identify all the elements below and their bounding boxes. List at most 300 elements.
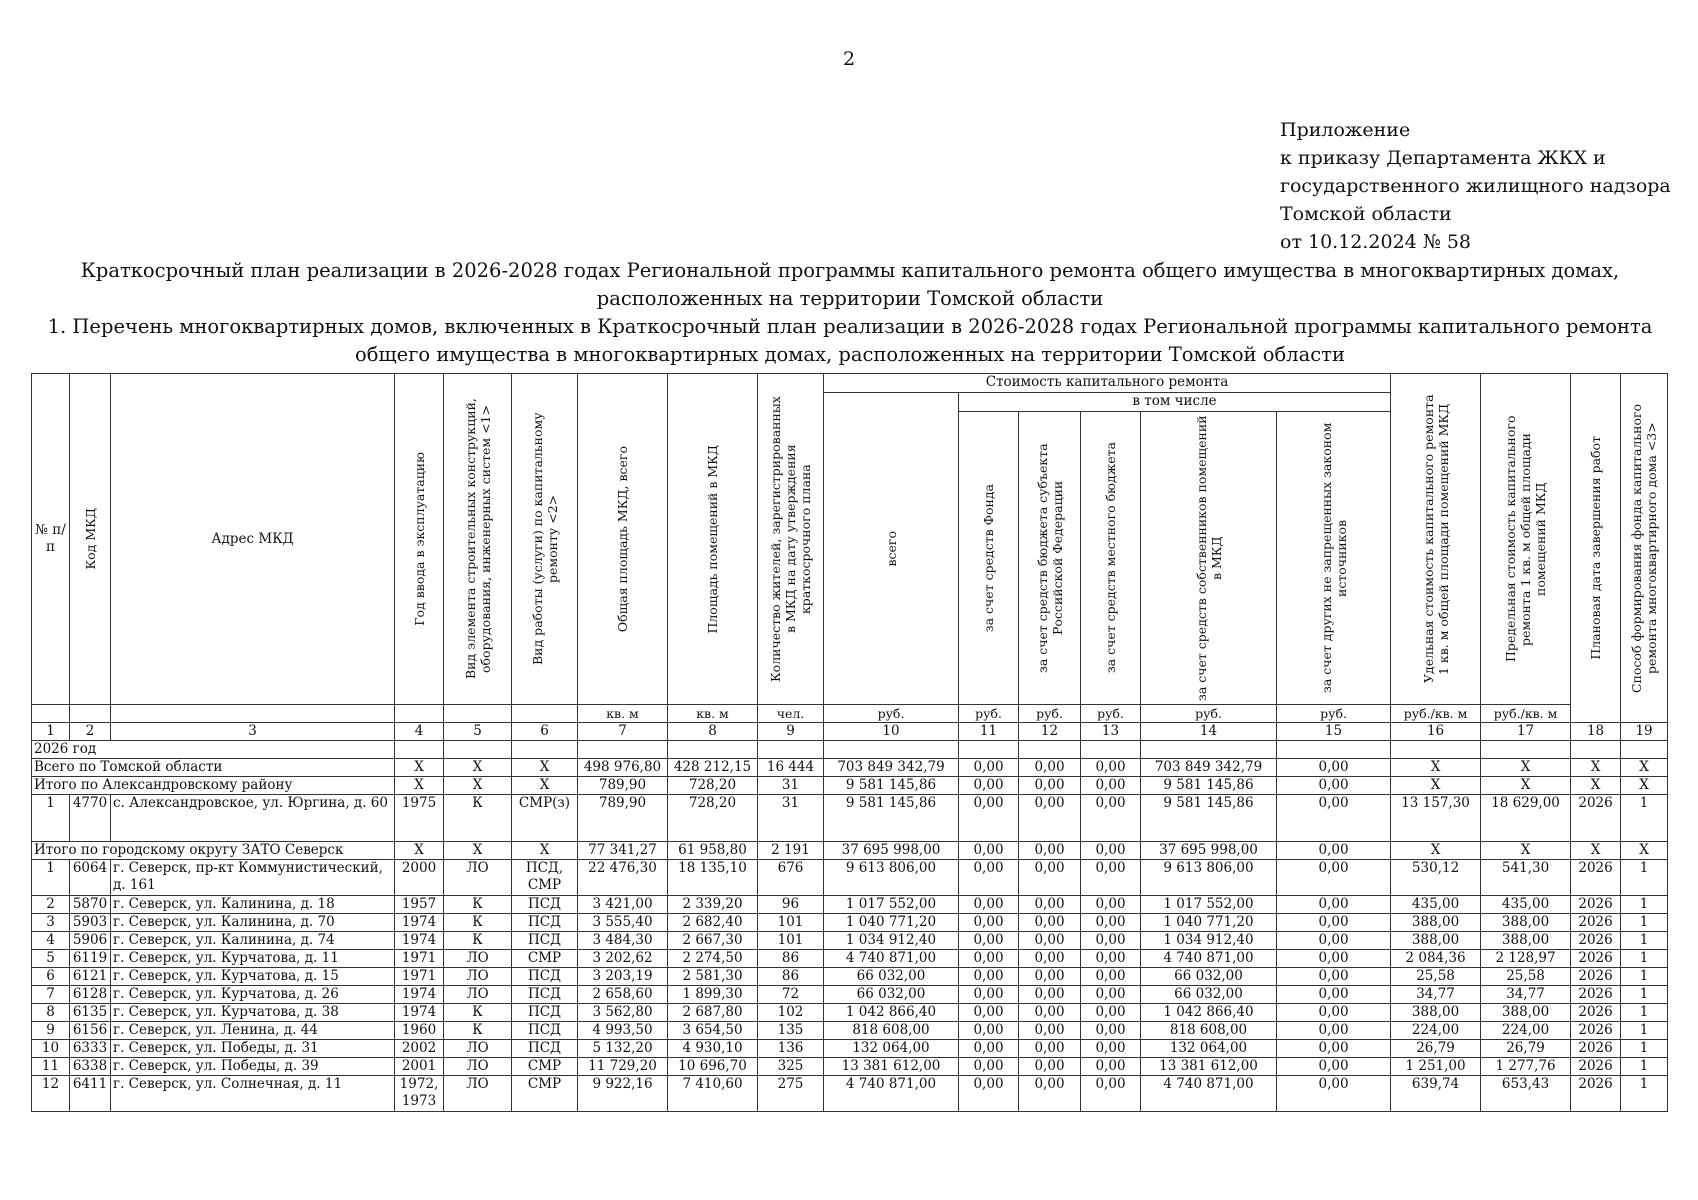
- row-method: 1: [1621, 795, 1668, 842]
- row-premises-area: 18 135,10: [668, 860, 758, 896]
- total-cell: 2 191: [758, 842, 824, 860]
- row-address: г. Северск, ул. Курчатова, д. 26: [111, 986, 395, 1004]
- row-limit-cost: 1 277,76: [1481, 1058, 1571, 1076]
- total-cell: 0,00: [1277, 759, 1391, 777]
- column-numbers-row: [32, 723, 1668, 741]
- row-year: 1975: [395, 795, 444, 842]
- row-owners: 1 042 866,40: [1141, 1004, 1277, 1022]
- row-year: 1957: [395, 896, 444, 914]
- row-other: 0,00: [1277, 1058, 1391, 1076]
- row-local: 0,00: [1081, 1058, 1141, 1076]
- total-cell: 428 212,15: [668, 759, 758, 777]
- row-address: г. Северск, ул. Победы, д. 39: [111, 1058, 395, 1076]
- row-total-area: 11 729,20: [578, 1058, 668, 1076]
- unit-cell: [32, 705, 70, 723]
- row-total-area: 3 555,40: [578, 914, 668, 932]
- row-limit-cost: 18 629,00: [1481, 795, 1571, 842]
- column-number: 15: [1277, 723, 1391, 741]
- row-address: г. Северск, ул. Калинина, д. 70: [111, 914, 395, 932]
- row-cost-total: 4 740 871,00: [824, 1076, 959, 1112]
- total-cell: 61 958,80: [668, 842, 758, 860]
- total-cell: 0,00: [1277, 842, 1391, 860]
- total-cell: 498 976,80: [578, 759, 668, 777]
- row-cost-total: 818 608,00: [824, 1022, 959, 1040]
- row-owners: 818 608,00: [1141, 1022, 1277, 1040]
- row-premises-area: 2 667,30: [668, 932, 758, 950]
- unit-cell: кв. м: [578, 705, 668, 723]
- row-num: 5: [32, 950, 70, 968]
- total-cell: 0,00: [1019, 842, 1081, 860]
- appendix-line: государственного жилищного надзора: [1280, 175, 1671, 197]
- total-cell: Х: [1621, 777, 1668, 795]
- row-element: ЛО: [444, 1040, 512, 1058]
- total-cell: 703 849 342,79: [1141, 759, 1277, 777]
- row-year: 1974: [395, 932, 444, 950]
- header-owners-label: за счет средств собственников помещений в МКД: [1193, 415, 1224, 701]
- row-other: 0,00: [1277, 1022, 1391, 1040]
- total-cell: 9 581 145,86: [1141, 777, 1277, 795]
- row-total-area: 3 202,62: [578, 950, 668, 968]
- total-cell: 0,00: [959, 777, 1019, 795]
- header-local-label: за счет средств местного бюджета: [1103, 442, 1118, 674]
- row-method: 1: [1621, 896, 1668, 914]
- header-premises-area-label: Площадь помещений в МКД: [705, 444, 720, 634]
- row-element: ЛО: [444, 1058, 512, 1076]
- header-local: [1081, 412, 1141, 705]
- row-unit-cost: 2 084,36: [1391, 950, 1481, 968]
- row-owners: 9 613 806,00: [1141, 860, 1277, 896]
- row-premises-area: 728,20: [668, 795, 758, 842]
- row-code: 5903: [70, 914, 111, 932]
- row-federal: 0,00: [1019, 914, 1081, 932]
- column-number: 1: [32, 723, 70, 741]
- header-premises-area: [668, 374, 758, 705]
- row-cost-total: 66 032,00: [824, 968, 959, 986]
- header-federal-label: за счет средств бюджета субъекта Российской Федерации: [1034, 443, 1065, 673]
- row-local: 0,00: [1081, 950, 1141, 968]
- row-local: 0,00: [1081, 932, 1141, 950]
- row-work: СМР: [512, 950, 578, 968]
- header-address: Адрес МКД: [111, 374, 395, 705]
- row-owners: 1 017 552,00: [1141, 896, 1277, 914]
- row-total-area: 22 476,30: [578, 860, 668, 896]
- row-method: 1: [1621, 914, 1668, 932]
- row-element: К: [444, 896, 512, 914]
- appendix-line: к приказу Департамента ЖКХ и: [1280, 147, 1606, 169]
- row-fund: 0,00: [959, 1076, 1019, 1112]
- row-total-area: 3 562,80: [578, 1004, 668, 1022]
- row-year: 2000: [395, 860, 444, 896]
- row-num: 6: [32, 968, 70, 986]
- header-residents-label: Количество жителей, зарегистрированных в МКД на дату утверждения краткосрочного плана: [768, 396, 813, 682]
- row-total-area: 3 484,30: [578, 932, 668, 950]
- unit-cell: руб.: [1277, 705, 1391, 723]
- row-fund: 0,00: [959, 896, 1019, 914]
- row-unit-cost: 435,00: [1391, 896, 1481, 914]
- unit-cell: [395, 705, 444, 723]
- header-year: [395, 374, 444, 705]
- row-owners: 66 032,00: [1141, 968, 1277, 986]
- row-cost-total: 66 032,00: [824, 986, 959, 1004]
- row-cost-total: 9 581 145,86: [824, 795, 959, 842]
- row-other: 0,00: [1277, 1076, 1391, 1112]
- total-cell: Х: [1391, 777, 1481, 795]
- header-other: [1277, 412, 1391, 705]
- row-local: 0,00: [1081, 1040, 1141, 1058]
- column-number: 14: [1141, 723, 1277, 741]
- total-tomsk-row: [32, 759, 1668, 777]
- row-total-area: 3 421,00: [578, 896, 668, 914]
- row-code: 6064: [70, 860, 111, 896]
- row-fund: 0,00: [959, 795, 1019, 842]
- row-residents: 31: [758, 795, 824, 842]
- row-year: 1971: [395, 950, 444, 968]
- total-cell: 0,00: [959, 759, 1019, 777]
- table-row: [32, 1058, 1668, 1076]
- unit-cell: [70, 705, 111, 723]
- row-year: 2001: [395, 1058, 444, 1076]
- row-owners: 132 064,00: [1141, 1040, 1277, 1058]
- row-code: 6156: [70, 1022, 111, 1040]
- row-address: г. Северск, ул. Ленина, д. 44: [111, 1022, 395, 1040]
- unit-cell: руб.: [824, 705, 959, 723]
- total-cell: Х: [1621, 759, 1668, 777]
- total-cell: Х: [1391, 842, 1481, 860]
- header-element-label: Вид элемента строительных конструкций, оборудования, инженерных систем <1>: [462, 398, 493, 680]
- row-federal: 0,00: [1019, 968, 1081, 986]
- row-work: ПСД: [512, 986, 578, 1004]
- row-work: СМР(з): [512, 795, 578, 842]
- row-method: 1: [1621, 1076, 1668, 1112]
- row-cost-total: 13 381 612,00: [824, 1058, 959, 1076]
- row-unit-cost: 388,00: [1391, 1004, 1481, 1022]
- row-limit-cost: 2 128,97: [1481, 950, 1571, 968]
- total-cell: 789,90: [578, 777, 668, 795]
- row-date: 2026: [1571, 1040, 1621, 1058]
- row-owners: 13 381 612,00: [1141, 1058, 1277, 1076]
- row-date: 2026: [1571, 1058, 1621, 1076]
- row-num: 4: [32, 932, 70, 950]
- row-element: К: [444, 795, 512, 842]
- row-federal: 0,00: [1019, 860, 1081, 896]
- row-fund: 0,00: [959, 1040, 1019, 1058]
- row-limit-cost: 34,77: [1481, 986, 1571, 1004]
- column-number: 17: [1481, 723, 1571, 741]
- row-date: 2026: [1571, 1022, 1621, 1040]
- row-other: 0,00: [1277, 986, 1391, 1004]
- row-federal: 0,00: [1019, 932, 1081, 950]
- row-residents: 86: [758, 950, 824, 968]
- header-fund-label: за счет средств Фонда: [981, 483, 996, 633]
- row-other: 0,00: [1277, 950, 1391, 968]
- row-other: 0,00: [1277, 795, 1391, 842]
- document-title: Краткосрочный план реализации в 2026-2028 годах Региональной программы капитального ремонта общего имущества в многоквартирных домах, расположенных на территории Томской области: [80, 259, 1620, 310]
- row-address: г. Северск, ул. Победы, д. 31: [111, 1040, 395, 1058]
- header-owners: [1141, 412, 1277, 705]
- year-label: 2026 год: [32, 741, 395, 759]
- header-total-area: [578, 374, 668, 705]
- appendix-block: [1280, 116, 1671, 256]
- row-fund: 0,00: [959, 1058, 1019, 1076]
- row-premises-area: 2 682,40: [668, 914, 758, 932]
- total-cell: 31: [758, 777, 824, 795]
- row-num: 9: [32, 1022, 70, 1040]
- row-total-area: 5 132,20: [578, 1040, 668, 1058]
- header-work: [512, 374, 578, 705]
- row-residents: 101: [758, 914, 824, 932]
- row-date: 2026: [1571, 1004, 1621, 1022]
- row-residents: 676: [758, 860, 824, 896]
- total-cell: Х: [512, 759, 578, 777]
- row-premises-area: 4 930,10: [668, 1040, 758, 1058]
- row-element: К: [444, 914, 512, 932]
- total-cell: 0,00: [1277, 777, 1391, 795]
- unit-cell: [512, 705, 578, 723]
- column-number: 19: [1621, 723, 1668, 741]
- table-row: [32, 986, 1668, 1004]
- total-cell: Х: [395, 759, 444, 777]
- row-other: 0,00: [1277, 860, 1391, 896]
- row-cost-total: 9 613 806,00: [824, 860, 959, 896]
- row-limit-cost: 388,00: [1481, 1004, 1571, 1022]
- row-work: ПСД: [512, 932, 578, 950]
- column-number: 9: [758, 723, 824, 741]
- unit-cell: руб.: [1081, 705, 1141, 723]
- row-element: ЛО: [444, 950, 512, 968]
- row-owners: 66 032,00: [1141, 986, 1277, 1004]
- table-row: [32, 1040, 1668, 1058]
- row-fund: 0,00: [959, 860, 1019, 896]
- row-local: 0,00: [1081, 795, 1141, 842]
- row-unit-cost: 26,79: [1391, 1040, 1481, 1058]
- total-cell: Х: [1571, 842, 1621, 860]
- row-residents: 101: [758, 932, 824, 950]
- row-premises-area: 1 899,30: [668, 986, 758, 1004]
- row-other: 0,00: [1277, 932, 1391, 950]
- row-work: СМР: [512, 1076, 578, 1112]
- unit-cell: кв. м: [668, 705, 758, 723]
- unit-cell: руб.: [1019, 705, 1081, 723]
- row-num: 8: [32, 1004, 70, 1022]
- row-method: 1: [1621, 986, 1668, 1004]
- unit-cell: руб./кв. м: [1391, 705, 1481, 723]
- row-owners: 4 740 871,00: [1141, 950, 1277, 968]
- total-seversk-row: [32, 842, 1668, 860]
- row-limit-cost: 26,79: [1481, 1040, 1571, 1058]
- total-cell: 77 341,27: [578, 842, 668, 860]
- header-element: [444, 374, 512, 705]
- row-unit-cost: 224,00: [1391, 1022, 1481, 1040]
- header-code-label: Код МКД: [82, 508, 98, 570]
- row-fund: 0,00: [959, 986, 1019, 1004]
- row-address: г. Северск, ул. Курчатова, д. 38: [111, 1004, 395, 1022]
- row-total-area: 789,90: [578, 795, 668, 842]
- row-method: 1: [1621, 950, 1668, 968]
- header-limit-cost: [1481, 374, 1571, 705]
- row-address: г. Северск, пр-кт Коммунистический, д. 161: [111, 860, 395, 896]
- row-federal: 0,00: [1019, 1076, 1081, 1112]
- row-year: 1974: [395, 914, 444, 932]
- total-cell: Х: [1481, 759, 1571, 777]
- row-federal: 0,00: [1019, 1022, 1081, 1040]
- row-cost-total: 1 034 912,40: [824, 932, 959, 950]
- row-residents: 325: [758, 1058, 824, 1076]
- row-work: ПСД, СМР: [512, 860, 578, 896]
- row-address: с. Александровское, ул. Юргина, д. 60: [111, 795, 395, 842]
- row-unit-cost: 639,74: [1391, 1076, 1481, 1112]
- row-premises-area: 10 696,70: [668, 1058, 758, 1076]
- row-element: К: [444, 1004, 512, 1022]
- header-federal: [1019, 412, 1081, 705]
- row-local: 0,00: [1081, 896, 1141, 914]
- appendix-line: Приложение: [1280, 119, 1411, 141]
- header-cost-group: Стоимость капитального ремонта: [824, 374, 1391, 393]
- page-number: 2: [842, 48, 856, 70]
- row-num: 1: [32, 860, 70, 896]
- row-element: ЛО: [444, 986, 512, 1004]
- unit-cell: чел.: [758, 705, 824, 723]
- row-federal: 0,00: [1019, 1040, 1081, 1058]
- total-cell: 703 849 342,79: [824, 759, 959, 777]
- row-premises-area: 2 339,20: [668, 896, 758, 914]
- row-cost-total: 1 042 866,40: [824, 1004, 959, 1022]
- row-date: 2026: [1571, 896, 1621, 914]
- row-num: 11: [32, 1058, 70, 1076]
- row-method: 1: [1621, 1004, 1668, 1022]
- row-date: 2026: [1571, 932, 1621, 950]
- total-cell: Х: [444, 759, 512, 777]
- row-owners: 9 581 145,86: [1141, 795, 1277, 842]
- table-row: [32, 932, 1668, 950]
- row-federal: 0,00: [1019, 950, 1081, 968]
- row-code: 6135: [70, 1004, 111, 1022]
- total-cell: 0,00: [1081, 842, 1141, 860]
- year-row: [32, 741, 1668, 759]
- header-limit-cost-label: Предельная стоимость капитального ремонта 1 кв. м общей площади помещений МКД: [1503, 415, 1549, 663]
- row-limit-cost: 541,30: [1481, 860, 1571, 896]
- row-element: ЛО: [444, 968, 512, 986]
- row-address: г. Северск, ул. Курчатова, д. 11: [111, 950, 395, 968]
- table-row: [32, 896, 1668, 914]
- row-year: 2002: [395, 1040, 444, 1058]
- row-num: 12: [32, 1076, 70, 1112]
- row-code: 5906: [70, 932, 111, 950]
- row-total-area: 3 203,19: [578, 968, 668, 986]
- total-cell: Х: [1571, 759, 1621, 777]
- header-year-label: Год ввода в эксплуатацию: [411, 452, 427, 626]
- row-fund: 0,00: [959, 1004, 1019, 1022]
- units-row: [32, 705, 1668, 723]
- total-label: Итого по Александровскому району: [32, 777, 395, 795]
- header-date: [1571, 374, 1621, 723]
- header-including: в том числе: [959, 393, 1391, 412]
- row-cost-total: 1 017 552,00: [824, 896, 959, 914]
- unit-cell: руб.: [1141, 705, 1277, 723]
- total-cell: Х: [395, 842, 444, 860]
- row-code: 5870: [70, 896, 111, 914]
- row-unit-cost: 25,58: [1391, 968, 1481, 986]
- row-cost-total: 1 040 771,20: [824, 914, 959, 932]
- row-unit-cost: 1 251,00: [1391, 1058, 1481, 1076]
- row-unit-cost: 530,12: [1391, 860, 1481, 896]
- column-number: 16: [1391, 723, 1481, 741]
- total-label: Всего по Томской области: [32, 759, 395, 777]
- row-owners: 1 040 771,20: [1141, 914, 1277, 932]
- row-method: 1: [1621, 1022, 1668, 1040]
- unit-cell: [111, 705, 395, 723]
- row-date: 2026: [1571, 950, 1621, 968]
- row-local: 0,00: [1081, 1004, 1141, 1022]
- table-body: [32, 723, 1668, 1112]
- total-cell: Х: [1571, 777, 1621, 795]
- header-method: [1621, 374, 1668, 723]
- header-total-area-label: Общая площадь МКД, всего: [615, 445, 630, 633]
- table-row: [32, 1076, 1668, 1112]
- row-work: ПСД: [512, 914, 578, 932]
- row-unit-cost: 13 157,30: [1391, 795, 1481, 842]
- row-unit-cost: 388,00: [1391, 932, 1481, 950]
- row-year: 1971: [395, 968, 444, 986]
- unit-cell: руб.: [959, 705, 1019, 723]
- total-cell: 9 581 145,86: [824, 777, 959, 795]
- row-local: 0,00: [1081, 1022, 1141, 1040]
- unit-cell: руб./кв. м: [1481, 705, 1571, 723]
- total-cell: 16 444: [758, 759, 824, 777]
- row-method: 1: [1621, 1040, 1668, 1058]
- total-cell: 0,00: [1019, 777, 1081, 795]
- row-element: К: [444, 1022, 512, 1040]
- row-date: 2026: [1571, 795, 1621, 842]
- row-address: г. Северск, ул. Калинина, д. 74: [111, 932, 395, 950]
- row-method: 1: [1621, 860, 1668, 896]
- column-number: 3: [111, 723, 395, 741]
- row-address: г. Северск, ул. Солнечная, д. 11: [111, 1076, 395, 1112]
- row-code: 6338: [70, 1058, 111, 1076]
- row-other: 0,00: [1277, 1040, 1391, 1058]
- row-year: 1974: [395, 1004, 444, 1022]
- row-federal: 0,00: [1019, 896, 1081, 914]
- row-fund: 0,00: [959, 932, 1019, 950]
- table-row: [32, 860, 1668, 896]
- row-num: 10: [32, 1040, 70, 1058]
- total-cell: Х: [512, 842, 578, 860]
- row-num: 2: [32, 896, 70, 914]
- row-premises-area: 3 654,50: [668, 1022, 758, 1040]
- row-local: 0,00: [1081, 860, 1141, 896]
- row-work: ПСД: [512, 1040, 578, 1058]
- row-other: 0,00: [1277, 914, 1391, 932]
- row-residents: 86: [758, 968, 824, 986]
- total-alexandrovsky-row: [32, 777, 1668, 795]
- column-number: 12: [1019, 723, 1081, 741]
- row-work: СМР: [512, 1058, 578, 1076]
- total-cell: 0,00: [1081, 777, 1141, 795]
- row-federal: 0,00: [1019, 795, 1081, 842]
- row-fund: 0,00: [959, 1022, 1019, 1040]
- total-cell: Х: [395, 777, 444, 795]
- header-num: № п/п: [32, 374, 70, 705]
- row-total-area: 4 993,50: [578, 1022, 668, 1040]
- row-code: 6128: [70, 986, 111, 1004]
- header-cost-total: [824, 393, 959, 705]
- row-premises-area: 2 274,50: [668, 950, 758, 968]
- total-cell: 37 695 998,00: [824, 842, 959, 860]
- table-row: [32, 914, 1668, 932]
- table-row: [32, 968, 1668, 986]
- row-year: 1974: [395, 986, 444, 1004]
- header-work-label: Вид работы (услуги) по капитальному ремонту <2>: [529, 412, 560, 666]
- row-cost-total: 132 064,00: [824, 1040, 959, 1058]
